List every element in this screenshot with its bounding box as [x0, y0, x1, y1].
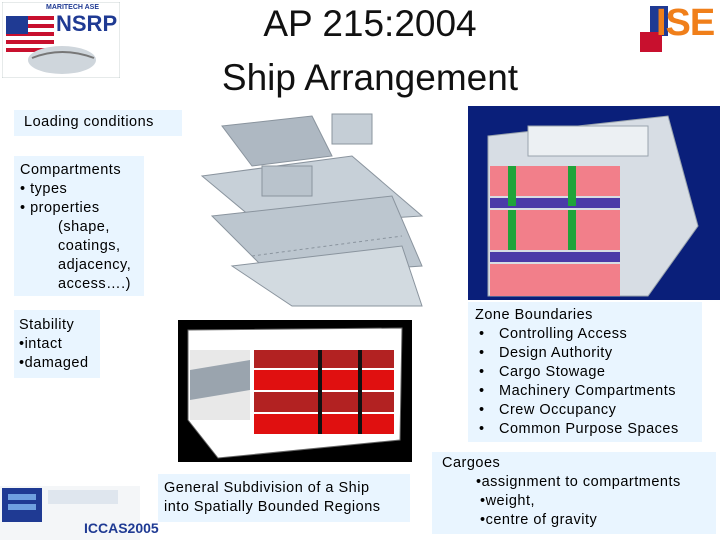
subdivision-caption-line2: into Spatially Bounded Regions [164, 499, 381, 515]
zone-item-design-authority: • Design Authority [475, 344, 679, 363]
zone-item-controlling-access: • Controlling Access [475, 325, 679, 344]
zone-item-machinery-compartments: • Machinery Compartments [475, 382, 679, 401]
zone-item-cargo-stowage: • Cargo Stowage [475, 363, 679, 382]
ship-exploded-image [192, 106, 438, 312]
compartments-types: • types [20, 181, 68, 197]
loading-conditions-box [14, 110, 182, 136]
ship-section-image [178, 320, 412, 462]
iccas-logo [0, 486, 159, 540]
zone-boundaries-box [468, 302, 702, 442]
stability-damaged: •damaged [19, 355, 89, 371]
cargoes-assignment: •assignment to compartments [476, 474, 681, 490]
zone-boundaries-heading: Zone Boundaries [475, 307, 593, 323]
ship-cutaway-image [468, 106, 720, 300]
ship-exploded-view [192, 106, 438, 312]
subdivision-caption-line1: General Subdivision of a Ship [164, 480, 370, 496]
compartments-heading: Compartments [20, 162, 122, 178]
ise-logo [640, 2, 720, 58]
loading-conditions-text: Loading conditions [24, 114, 154, 130]
slide-title-line2: Ship Arrangement [221, 57, 519, 98]
cargoes-centre-of-gravity: •centre of gravity [480, 512, 598, 528]
zone-item-crew-occupancy: • Crew Occupancy [475, 401, 679, 420]
nsrp-logo-top-text: MARITECH ASE [46, 4, 100, 11]
slide-title-line1: AP 215:2004 [263, 3, 477, 44]
compartments-adjacency: adjacency, [58, 257, 132, 273]
stability-box [14, 310, 100, 378]
cargoes-heading: Cargoes [442, 455, 501, 471]
ise-logo-text: ISE [656, 2, 715, 44]
stability-intact: •intact [19, 336, 63, 352]
iccas-logo-text: ICCAS2005 [84, 520, 159, 536]
ship-cutaway-view [468, 106, 720, 300]
nsrp-logo-text: NSRP [56, 11, 118, 36]
compartments-properties: • properties [20, 200, 100, 216]
ship-section-view [178, 320, 412, 462]
compartments-coatings: coatings, [58, 238, 121, 254]
subdivision-caption-box [158, 474, 410, 522]
zone-item-common-purpose-spaces: • Common Purpose Spaces [475, 420, 679, 439]
compartments-access: access….) [58, 276, 131, 292]
compartments-shape: (shape, [58, 219, 110, 235]
stability-heading: Stability [19, 317, 75, 333]
cargoes-box [432, 452, 716, 534]
compartments-box [14, 156, 144, 296]
cargoes-weight: •weight, [480, 493, 536, 509]
